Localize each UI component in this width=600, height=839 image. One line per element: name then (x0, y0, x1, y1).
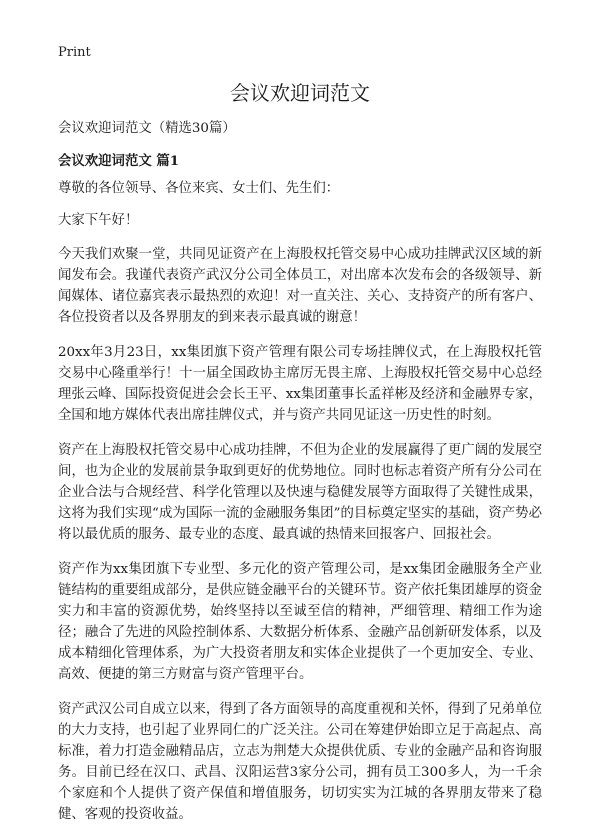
paragraph-5: 资产武汉公司自成立以来，得到了各方面领导的高度重视和关怀，得到了兄弟单位的大力支持，也引起了业界同仁的广泛关注。公司在筹建伊始即立足于高起点、高标准，着力打造金融精品店，立志为荆楚大众提供优质、专业的金融产品和咨询服务。目前已经在汉口、武昌、汉阳运营3家分公司，拥有员工300多人，为一千余个家庭和个人提供了资产保值和增值服务，切切实实为江城的各界朋友带来了稳健、客观的投资收益。 (58, 702, 542, 822)
paragraph-2: 20xx年3月23日，xx集团旗下资产管理有限公司专场挂牌仪式，在上海股权托管交易中心隆重举行！十一届全国政协主席厉无畏主席、上海股权托管交易中心总经理张云峰、国际投资促进会会长王平、xx集团董事长孟祥彬及经济和金融界专家，全国和地方媒体代表出席挂牌仪式，并与资产共同见证这一历史性的时刻。 (58, 345, 542, 423)
greeting: 大家下午好！ (58, 213, 139, 228)
paragraph-4: 资产作为xx集团旗下专业型、多元化的资产管理公司，是xx集团金融服务全产业链结构的重要组成部分，是供应链金融平台的关键环节。资产依托集团雄厚的资金实力和丰富的资源优势，始终坚持以至诚至信的精神，严细管理、精细工作为途径；融合了先进的风险控制体系、大数据分析体系、金融产品创新研发体系，以及成本精细化管理体系，为广大投资者朋友和实体企业提供了一个更加安全、专业、高效、便捷的第三方财富与资产管理平台。 (58, 562, 542, 682)
print-link[interactable]: Print (58, 45, 91, 60)
document-title: 会议欢迎词范文 (230, 81, 370, 105)
section-heading: 会议欢迎词范文 篇1 (58, 153, 180, 169)
document-body (58, 120, 542, 839)
document-subtitle: 会议欢迎词范文（精选30篇） (58, 121, 236, 136)
paragraph-1: 今天我们欢聚一堂，共同见证资产在上海股权托管交易中心成功挂牌武汉区域的新闻发布会。我谨代表资产武汉分公司全体员工，对出席本次发布会的各级领导、新闻媒体、诸位嘉宾表示最热烈的欢迎！对一直关注、关心、支持资产的所有客户、各位投资者以及各界朋友的到来表示最真诚的谢意！ (58, 247, 542, 325)
paragraph-3: 资产在上海股权托管交易中心成功挂牌，不但为企业的发展赢得了更广阔的发展空间，也为企业的发展前景争取到更好的优势地位。同时也标志着资产所有分公司在企业合法与合规经营、科学化管理以及快速与稳健发展等方面取得了关键性成果，这将为我们实现“成为国际一流的金融服务集团”的目标奠定坚实的基础，资产势必将以最优质的服务、最专业的态度、最真诚的热情来回报客户、回报社会。 (58, 443, 542, 542)
salutation: 尊敬的各位领导、各位来宾、女士们、先生们： (58, 181, 340, 196)
